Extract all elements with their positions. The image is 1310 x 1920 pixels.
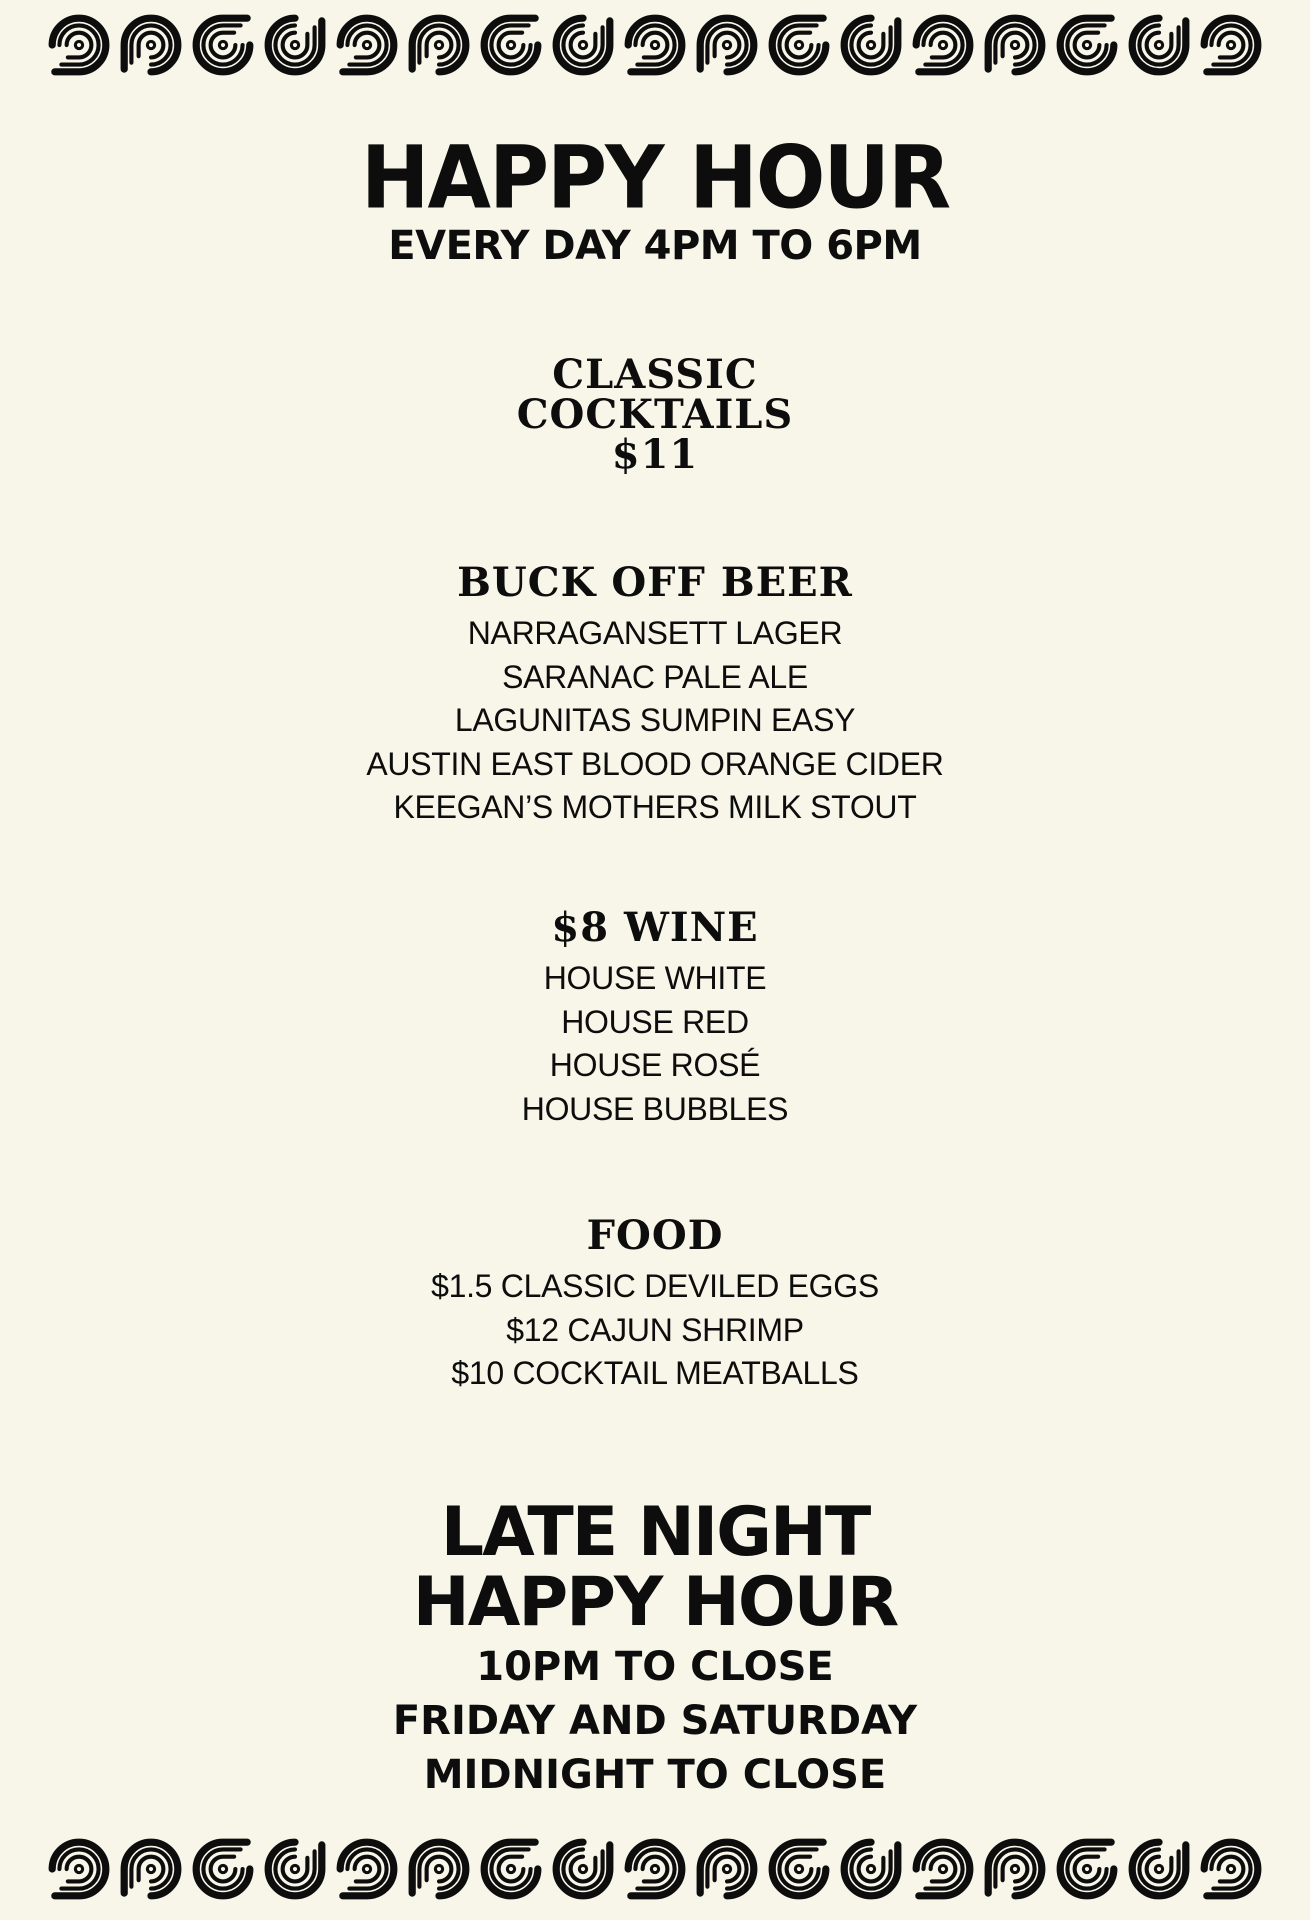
- classic-cocktails-price: $11: [611, 431, 699, 478]
- beer-item: AUSTIN EAST BLOOD ORANGE CIDER: [366, 745, 944, 782]
- swirl-icon: [480, 12, 542, 78]
- beer-item: KEEGAN’S MOTHERS MILK STOUT: [393, 789, 917, 826]
- top-swirl-border: [0, 12, 1310, 78]
- wine-item: HOUSE BUBBLES: [521, 1090, 789, 1127]
- wine-item: HOUSE WHITE: [543, 960, 767, 996]
- swirl-icon: [264, 12, 326, 78]
- late-night-title-line2: HAPPY HOUR: [412, 1563, 898, 1642]
- swirl-icon: [696, 1836, 758, 1902]
- swirl-icon: [696, 12, 758, 78]
- swirl-icon: [1056, 12, 1118, 78]
- swirl-icon: [1056, 1836, 1118, 1902]
- late-night-days: FRIDAY AND SATURDAY: [392, 1698, 918, 1744]
- late-night-time-2: MIDNIGHT TO CLOSE: [423, 1752, 887, 1798]
- swirl-icon: [912, 1836, 974, 1902]
- food-heading: FOOD: [586, 1212, 724, 1259]
- beer-list: [0, 612, 1310, 830]
- swirl-icon: [1128, 12, 1190, 78]
- wine-item: HOUSE ROSÉ: [549, 1047, 761, 1084]
- food-item: $10 COCKTAIL MEATBALLS: [451, 1355, 859, 1392]
- beer-item: LAGUNITAS SUMPIN EASY: [454, 702, 856, 739]
- swirl-icon: [912, 12, 974, 78]
- swirl-icon: [768, 1836, 830, 1902]
- food-item: $1.5 CLASSIC DEVILED EGGS: [431, 1268, 879, 1304]
- happy-hour-schedule: EVERY DAY 4PM TO 6PM: [388, 223, 922, 269]
- swirl-icon: [408, 1836, 470, 1902]
- swirl-icon: [552, 1836, 614, 1902]
- classic-cocktails-section: [0, 351, 1310, 478]
- classic-cocktails-heading-line1: CLASSIC: [552, 351, 758, 398]
- swirl-icon: [48, 12, 110, 78]
- beer-item: NARRAGANSETT LAGER: [467, 615, 843, 651]
- beer-item: SARANAC PALE ALE: [502, 658, 808, 695]
- swirl-icon: [336, 12, 398, 78]
- bottom-swirl-border: [0, 1836, 1310, 1902]
- swirl-icon: [624, 1836, 686, 1902]
- swirl-icon: [1200, 1836, 1262, 1902]
- swirl-icon: [120, 12, 182, 78]
- swirl-icon: [336, 1836, 398, 1902]
- swirl-icon: [552, 12, 614, 78]
- wine-heading: $8 WINE: [551, 904, 759, 951]
- food-list: [0, 1265, 1310, 1396]
- late-night-schedule: [0, 1640, 1310, 1802]
- swirl-icon: [1200, 12, 1262, 78]
- swirl-icon: [984, 1836, 1046, 1902]
- swirl-icon: [480, 1836, 542, 1902]
- swirl-icon: [840, 1836, 902, 1902]
- swirl-icon: [264, 1836, 326, 1902]
- swirl-icon: [1128, 1836, 1190, 1902]
- late-night-time: 10PM TO CLOSE: [476, 1644, 834, 1690]
- swirl-icon: [192, 12, 254, 78]
- late-night-title-line1: LATE NIGHT: [440, 1493, 870, 1572]
- swirl-icon: [48, 1836, 110, 1902]
- late-night-title: [0, 1493, 1310, 1642]
- swirl-icon: [192, 1836, 254, 1902]
- beer-heading: BUCK OFF BEER: [457, 559, 853, 606]
- swirl-icon: [840, 12, 902, 78]
- swirl-icon: [768, 12, 830, 78]
- food-item: $12 CAJUN SHRIMP: [506, 1311, 804, 1348]
- wine-item: HOUSE RED: [561, 1003, 749, 1040]
- wine-list: [0, 957, 1310, 1131]
- swirl-icon: [120, 1836, 182, 1902]
- page-title: HAPPY HOUR: [360, 128, 950, 229]
- swirl-icon: [624, 12, 686, 78]
- classic-cocktails-heading-line2: COCKTAILS: [516, 391, 794, 438]
- swirl-icon: [408, 12, 470, 78]
- swirl-icon: [984, 12, 1046, 78]
